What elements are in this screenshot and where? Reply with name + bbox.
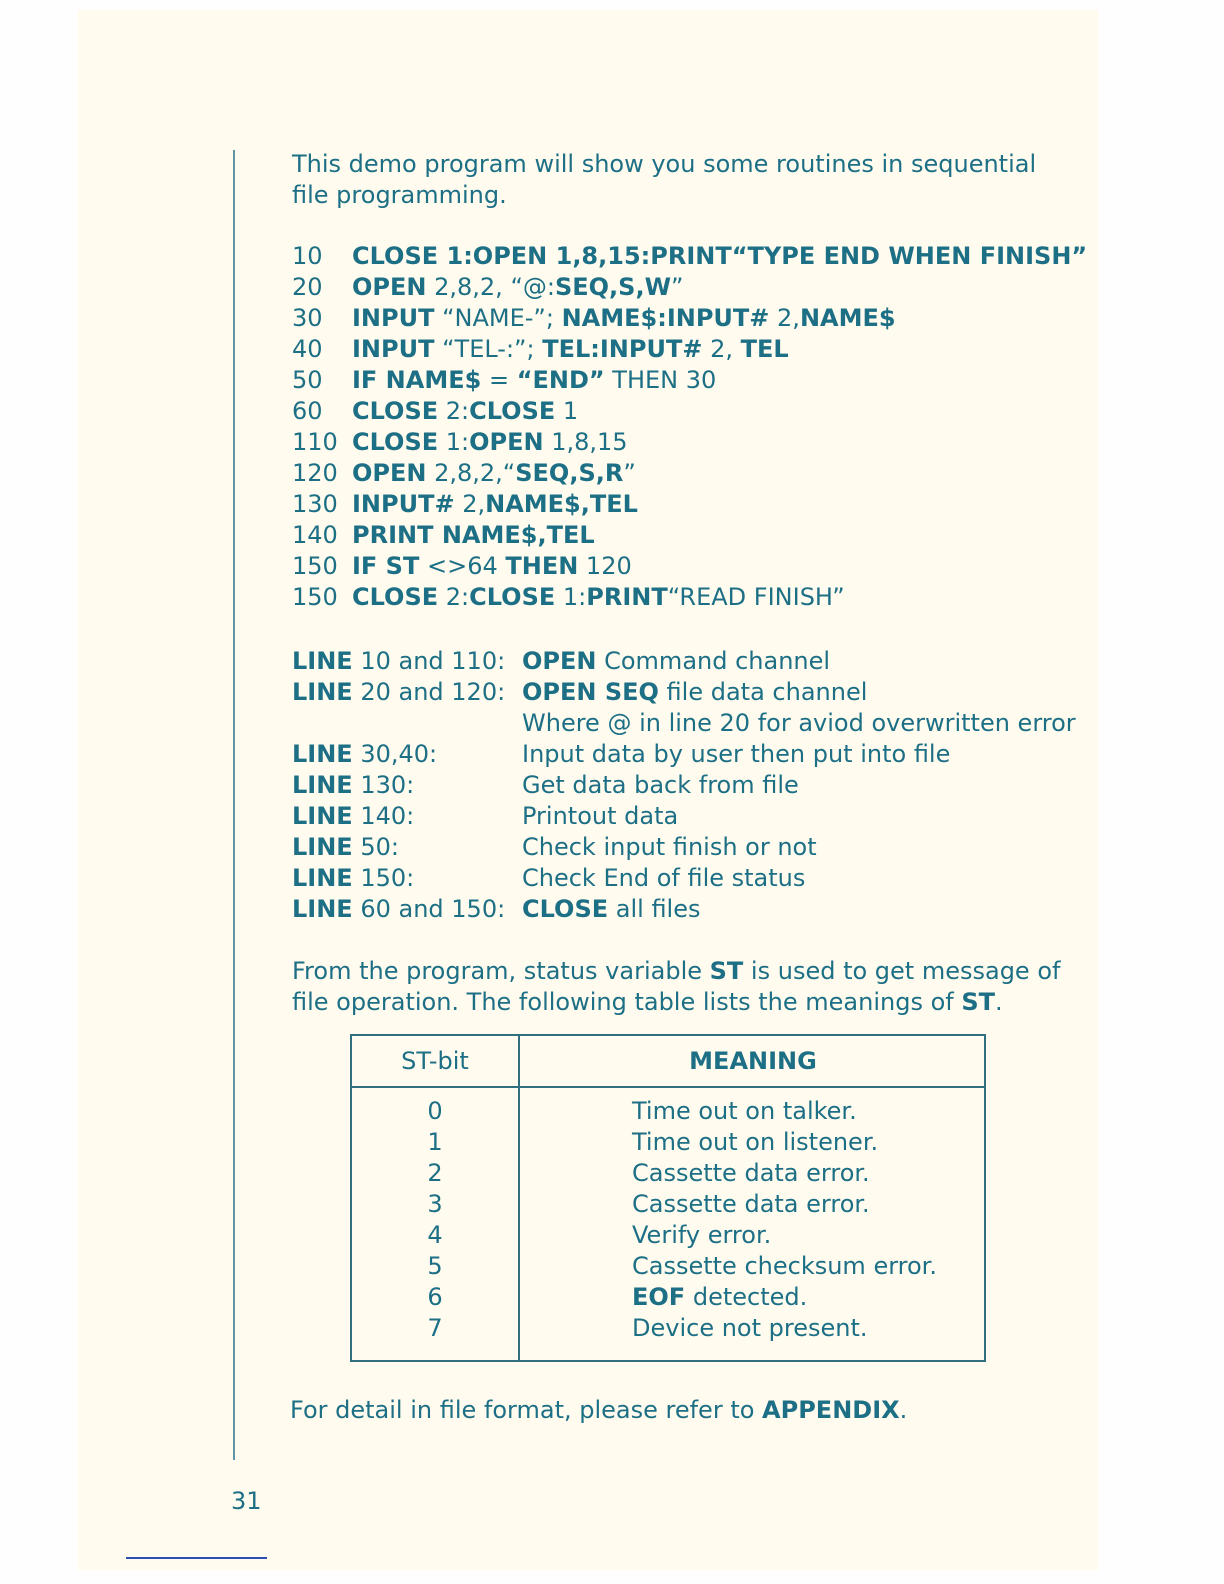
st-bit-meaning [632, 1282, 807, 1313]
line-number: 10 [292, 242, 323, 270]
text-run: Verify error. [632, 1221, 772, 1249]
note-keyword: LINE [292, 802, 353, 830]
text-run: NAME$:INPUT# [561, 304, 770, 332]
text-run: INPUT [352, 335, 435, 363]
line-number: 150 [292, 583, 338, 611]
footer-note [290, 1395, 907, 1426]
line-number: 110 [292, 428, 338, 456]
table-body [352, 1096, 984, 1344]
st-bit-value: 5 [427, 1252, 443, 1280]
note-label [292, 677, 505, 708]
st-bit-value: 2 [427, 1159, 443, 1187]
note-ref: 20 and 120: [352, 678, 506, 706]
margin-rule [233, 150, 235, 1460]
text-run: 2, [769, 304, 800, 332]
st-bit-value: 7 [427, 1314, 443, 1342]
text-run: = [481, 366, 517, 394]
statement [352, 272, 683, 303]
note-label [292, 646, 505, 677]
text-run: 1 [555, 397, 579, 425]
text-run: Command channel [596, 647, 831, 675]
st-bit-value: 3 [427, 1190, 443, 1218]
note-description [522, 801, 678, 832]
text-run: Input data by user then put into file [522, 740, 951, 768]
statement [352, 489, 638, 520]
text-run: INPUT [352, 304, 435, 332]
text-run: 1: [438, 428, 470, 456]
text-run: From the program, status variable [292, 957, 710, 985]
text-run: 2: [438, 397, 470, 425]
text-run: THEN [505, 552, 579, 580]
text-run: 120 [578, 552, 632, 580]
text-run: file data channel [658, 678, 868, 706]
note-ref: 50: [352, 833, 399, 861]
note-description [522, 677, 867, 708]
text-run: CLOSE 1:OPEN 1,8,15:PRINT“TYPE END WHEN FINISH” [352, 242, 1088, 270]
text-run: PRINT NAME$,TEL [352, 521, 595, 549]
statement [352, 551, 632, 582]
text-run: EOF [632, 1283, 686, 1311]
text-run: . [995, 988, 1003, 1016]
text-run: SEQ,S,R [515, 459, 624, 487]
status-paragraph [292, 956, 1060, 1018]
text-run: CLOSE [352, 397, 439, 425]
text-run: Check End of file status [522, 864, 806, 892]
text-run: all files [608, 895, 701, 923]
text-run: 2, [702, 335, 741, 363]
st-bit-meaning [632, 1220, 771, 1251]
text-run: 1: [555, 583, 587, 611]
text-run: 2, [454, 490, 486, 518]
note-keyword: LINE [292, 895, 353, 923]
table-row [352, 1096, 984, 1127]
note-keyword: LINE [292, 678, 353, 706]
statement [352, 427, 628, 458]
note-description [522, 832, 817, 863]
st-bit-meaning [632, 1127, 878, 1158]
note-ref: 140: [352, 802, 415, 830]
note-ref: 10 and 110: [352, 647, 506, 675]
text-run: OPEN [352, 273, 427, 301]
text-run: ST [961, 988, 995, 1016]
line-number: 130 [292, 490, 338, 518]
line-number: 60 [292, 397, 323, 425]
note-ref: 30,40: [352, 740, 438, 768]
table-row [352, 1127, 984, 1158]
bottom-underline [126, 1557, 267, 1559]
statement [352, 303, 896, 334]
text-run: ST [709, 957, 744, 985]
text-run: APPENDIX [762, 1396, 900, 1424]
text-run: NAME$ [799, 304, 896, 332]
text-run: detected. [685, 1283, 808, 1311]
st-bit-table [350, 1034, 986, 1362]
text-run: PRINT [586, 583, 668, 611]
statement [352, 582, 845, 613]
intro-line: file programming. [292, 181, 507, 209]
text-run: IF ST [352, 552, 420, 580]
note-description [522, 894, 701, 925]
note-description [522, 863, 805, 894]
line-number: 30 [292, 304, 323, 332]
note-keyword: LINE [292, 771, 353, 799]
text-run: TEL [740, 335, 789, 363]
text-run: Printout data [522, 802, 679, 830]
text-run: ” [623, 459, 636, 487]
text-run: is used to get message of [743, 957, 1061, 985]
intro-line: This demo program will show you some routines in sequential [292, 150, 1037, 178]
text-run: Cassette data error. [632, 1159, 870, 1187]
line-number: 20 [292, 273, 323, 301]
text-run: CLOSE [469, 397, 556, 425]
note-ref: 60 and 150: [352, 895, 506, 923]
text-run: IF NAME$ [352, 366, 482, 394]
st-bit-value: 4 [427, 1221, 443, 1249]
note-label [292, 863, 414, 894]
note-label [292, 739, 437, 770]
st-bit-meaning [632, 1313, 868, 1344]
line-number: 150 [292, 552, 338, 580]
st-bit-meaning [632, 1189, 870, 1220]
text-run: Get data back from file [522, 771, 799, 799]
text-run: “NAME-”; [434, 304, 562, 332]
note-label [292, 894, 505, 925]
text-run: NAME$,TEL [485, 490, 638, 518]
note-keyword: LINE [292, 647, 353, 675]
table-row [352, 1189, 984, 1220]
table-row [352, 1251, 984, 1282]
text-run: OPEN [352, 459, 427, 487]
text-run: INPUT# [352, 490, 455, 518]
status-paragraph-line [292, 956, 1060, 987]
st-bit-meaning [632, 1096, 857, 1127]
text-run: Device not present. [632, 1314, 868, 1342]
st-bit-meaning [632, 1251, 937, 1282]
statement [352, 520, 595, 551]
st-bit-value: 6 [427, 1283, 443, 1311]
text-run: Where @ in line 20 for aviod overwritten error [522, 709, 1076, 737]
text-run: CLOSE [469, 583, 556, 611]
status-paragraph-line [292, 987, 1060, 1018]
text-run: <>64 [419, 552, 506, 580]
note-label [292, 832, 399, 863]
text-run: OPEN [522, 647, 597, 675]
st-bit-value: 1 [427, 1128, 443, 1156]
text-run: CLOSE [522, 895, 609, 923]
st-bit-meaning [632, 1158, 870, 1189]
text-run: “READ FINISH” [667, 583, 845, 611]
line-number: 140 [292, 521, 338, 549]
text-run: Time out on talker. [632, 1097, 857, 1125]
statement [352, 241, 1087, 272]
note-label [292, 801, 414, 832]
text-run: Cassette data error. [632, 1190, 870, 1218]
note-keyword: LINE [292, 833, 353, 861]
text-run: 1,8,15 [543, 428, 628, 456]
page-number: 31 [231, 1487, 262, 1515]
text-run: ” [671, 273, 684, 301]
text-run: THEN 30 [604, 366, 717, 394]
note-description [522, 708, 1076, 739]
note-label [292, 770, 414, 801]
text-run: OPEN SEQ [522, 678, 659, 706]
line-number: 40 [292, 335, 323, 363]
note-ref: 150: [352, 864, 415, 892]
note-keyword: LINE [292, 864, 353, 892]
text-run: “END” [516, 366, 605, 394]
note-description [522, 739, 950, 770]
text-run: . [899, 1396, 908, 1424]
text-run: OPEN [469, 428, 544, 456]
text-run: CLOSE [352, 428, 439, 456]
note-ref: 130: [352, 771, 415, 799]
text-run: 2,8,2, “@: [426, 273, 555, 301]
intro-paragraph [292, 149, 1036, 211]
table-header-divider [352, 1086, 984, 1088]
line-number: 50 [292, 366, 323, 394]
statement [352, 458, 636, 489]
st-bit-value: 0 [427, 1097, 443, 1125]
line-number: 120 [292, 459, 338, 487]
statement [352, 334, 789, 365]
statement [352, 396, 578, 427]
statement [352, 365, 716, 396]
text-run: Cassette checksum error. [632, 1252, 937, 1280]
table-row [352, 1282, 984, 1313]
text-run: 2: [438, 583, 470, 611]
text-run: TEL:INPUT# [542, 335, 703, 363]
text-run: For detail in file format, please refer to [290, 1396, 763, 1424]
text-run: SEQ,S,W [554, 273, 672, 301]
table-header-meaning: MEANING [689, 1047, 817, 1075]
text-run: 2,8,2,“ [426, 459, 516, 487]
note-keyword: LINE [292, 740, 353, 768]
text-run: Time out on listener. [632, 1128, 879, 1156]
text-run: “TEL-:”; [434, 335, 543, 363]
note-description [522, 770, 799, 801]
table-row [352, 1313, 984, 1344]
table-row [352, 1158, 984, 1189]
table-header-st-bit: ST-bit [401, 1047, 469, 1075]
note-description [522, 646, 830, 677]
table-row [352, 1220, 984, 1251]
text-run: Check input finish or not [522, 833, 817, 861]
text-run: CLOSE [352, 583, 439, 611]
text-run: file operation. The following table lists the meanings of [292, 988, 962, 1016]
